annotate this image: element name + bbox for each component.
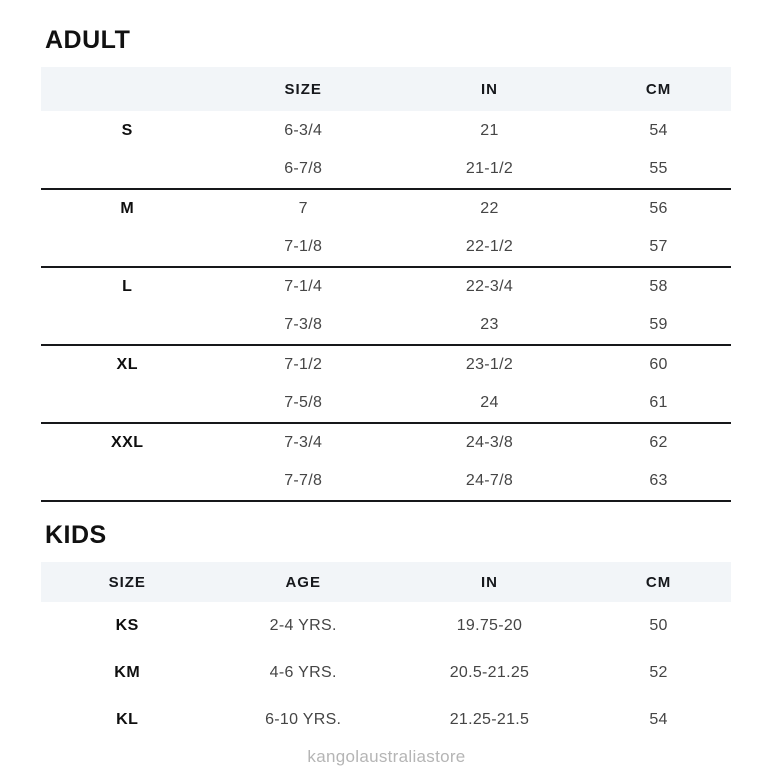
table-row [41,228,731,267]
table-cell: 7-3/8 [214,306,393,345]
table-cell: 6-10 YRS. [265,710,342,728]
column-header [41,67,214,111]
table-cell: 7-1/4 [284,278,323,295]
kids-section-title: KIDS [45,521,107,549]
table-cell: 54 [649,121,668,139]
table-cell: 55 [586,150,731,189]
column-header: SIZE [41,562,214,602]
column-header: SIZE [214,67,393,111]
table-cell: 21 [480,121,499,139]
table-cell: 2-4 YRS. [269,616,337,634]
table-cell: 24 [393,384,586,423]
row-label: KS [115,616,139,634]
table-row [41,384,731,423]
adult-section-title: ADULT [45,26,131,54]
table-row [41,345,731,384]
row-label [41,306,214,345]
table-cell: 21-1/2 [393,150,586,189]
column-header: CM [586,562,731,602]
table-cell: 7-1/8 [214,228,393,267]
table-cell: 22 [480,200,499,217]
table-cell: 60 [649,356,668,373]
table-cell: 22-1/2 [393,228,586,267]
row-label: XXL [110,434,144,451]
table-cell: 6-3/4 [284,121,323,139]
table-cell: 19.75-20 [456,616,523,634]
column-header: CM [586,67,731,111]
table-cell: 24-7/8 [393,462,586,501]
table-cell: 61 [586,384,731,423]
table-cell: 7-7/8 [214,462,393,501]
table-cell: 23 [393,306,586,345]
table-cell: 56 [649,200,668,217]
table-cell: 7-1/2 [284,356,323,373]
table-row [41,462,731,501]
row-label [41,462,214,501]
table-row [41,423,731,462]
table-cell: 58 [649,278,668,295]
row-label: KL [116,710,139,728]
table-cell: 21.25-21.5 [449,710,530,728]
column-header: AGE [214,562,393,602]
kids-size-table [41,562,731,743]
table-row [41,189,731,228]
table-row [41,306,731,345]
table-row [41,111,731,150]
table-row [41,649,731,696]
table-cell: 6-7/8 [214,150,393,189]
row-label: S [121,121,133,139]
kids-section [0,521,773,743]
table-cell: 7-3/4 [284,434,323,451]
row-label: KM [114,663,141,681]
table-cell: 7 [298,200,308,217]
table-cell: 63 [586,462,731,501]
table-cell: 50 [649,616,668,634]
table-cell: 23-1/2 [465,356,514,373]
table-cell: 4-6 YRS. [269,663,337,681]
table-row [41,696,731,743]
table-cell: 24-3/8 [465,434,514,451]
table-cell: 59 [586,306,731,345]
column-header: IN [393,67,586,111]
header-row [41,67,731,111]
table-row [41,267,731,306]
row-label: XL [116,356,138,373]
table-cell: 57 [586,228,731,267]
row-label [41,150,214,189]
row-label [41,384,214,423]
row-label: L [122,278,133,295]
table-cell: 62 [649,434,668,451]
table-row [41,150,731,189]
table-cell: 20.5-21.25 [449,663,530,681]
table-row [41,602,731,649]
table-cell: 54 [649,710,668,728]
row-label [41,228,214,267]
table-cell: 52 [649,663,668,681]
column-header: IN [393,562,586,602]
row-label: M [120,200,135,217]
table-cell: 22-3/4 [465,278,514,295]
table-cell: 7-5/8 [214,384,393,423]
adult-size-table [41,67,731,502]
watermark: kangolaustraliastore [307,747,466,766]
header-row [41,562,731,602]
